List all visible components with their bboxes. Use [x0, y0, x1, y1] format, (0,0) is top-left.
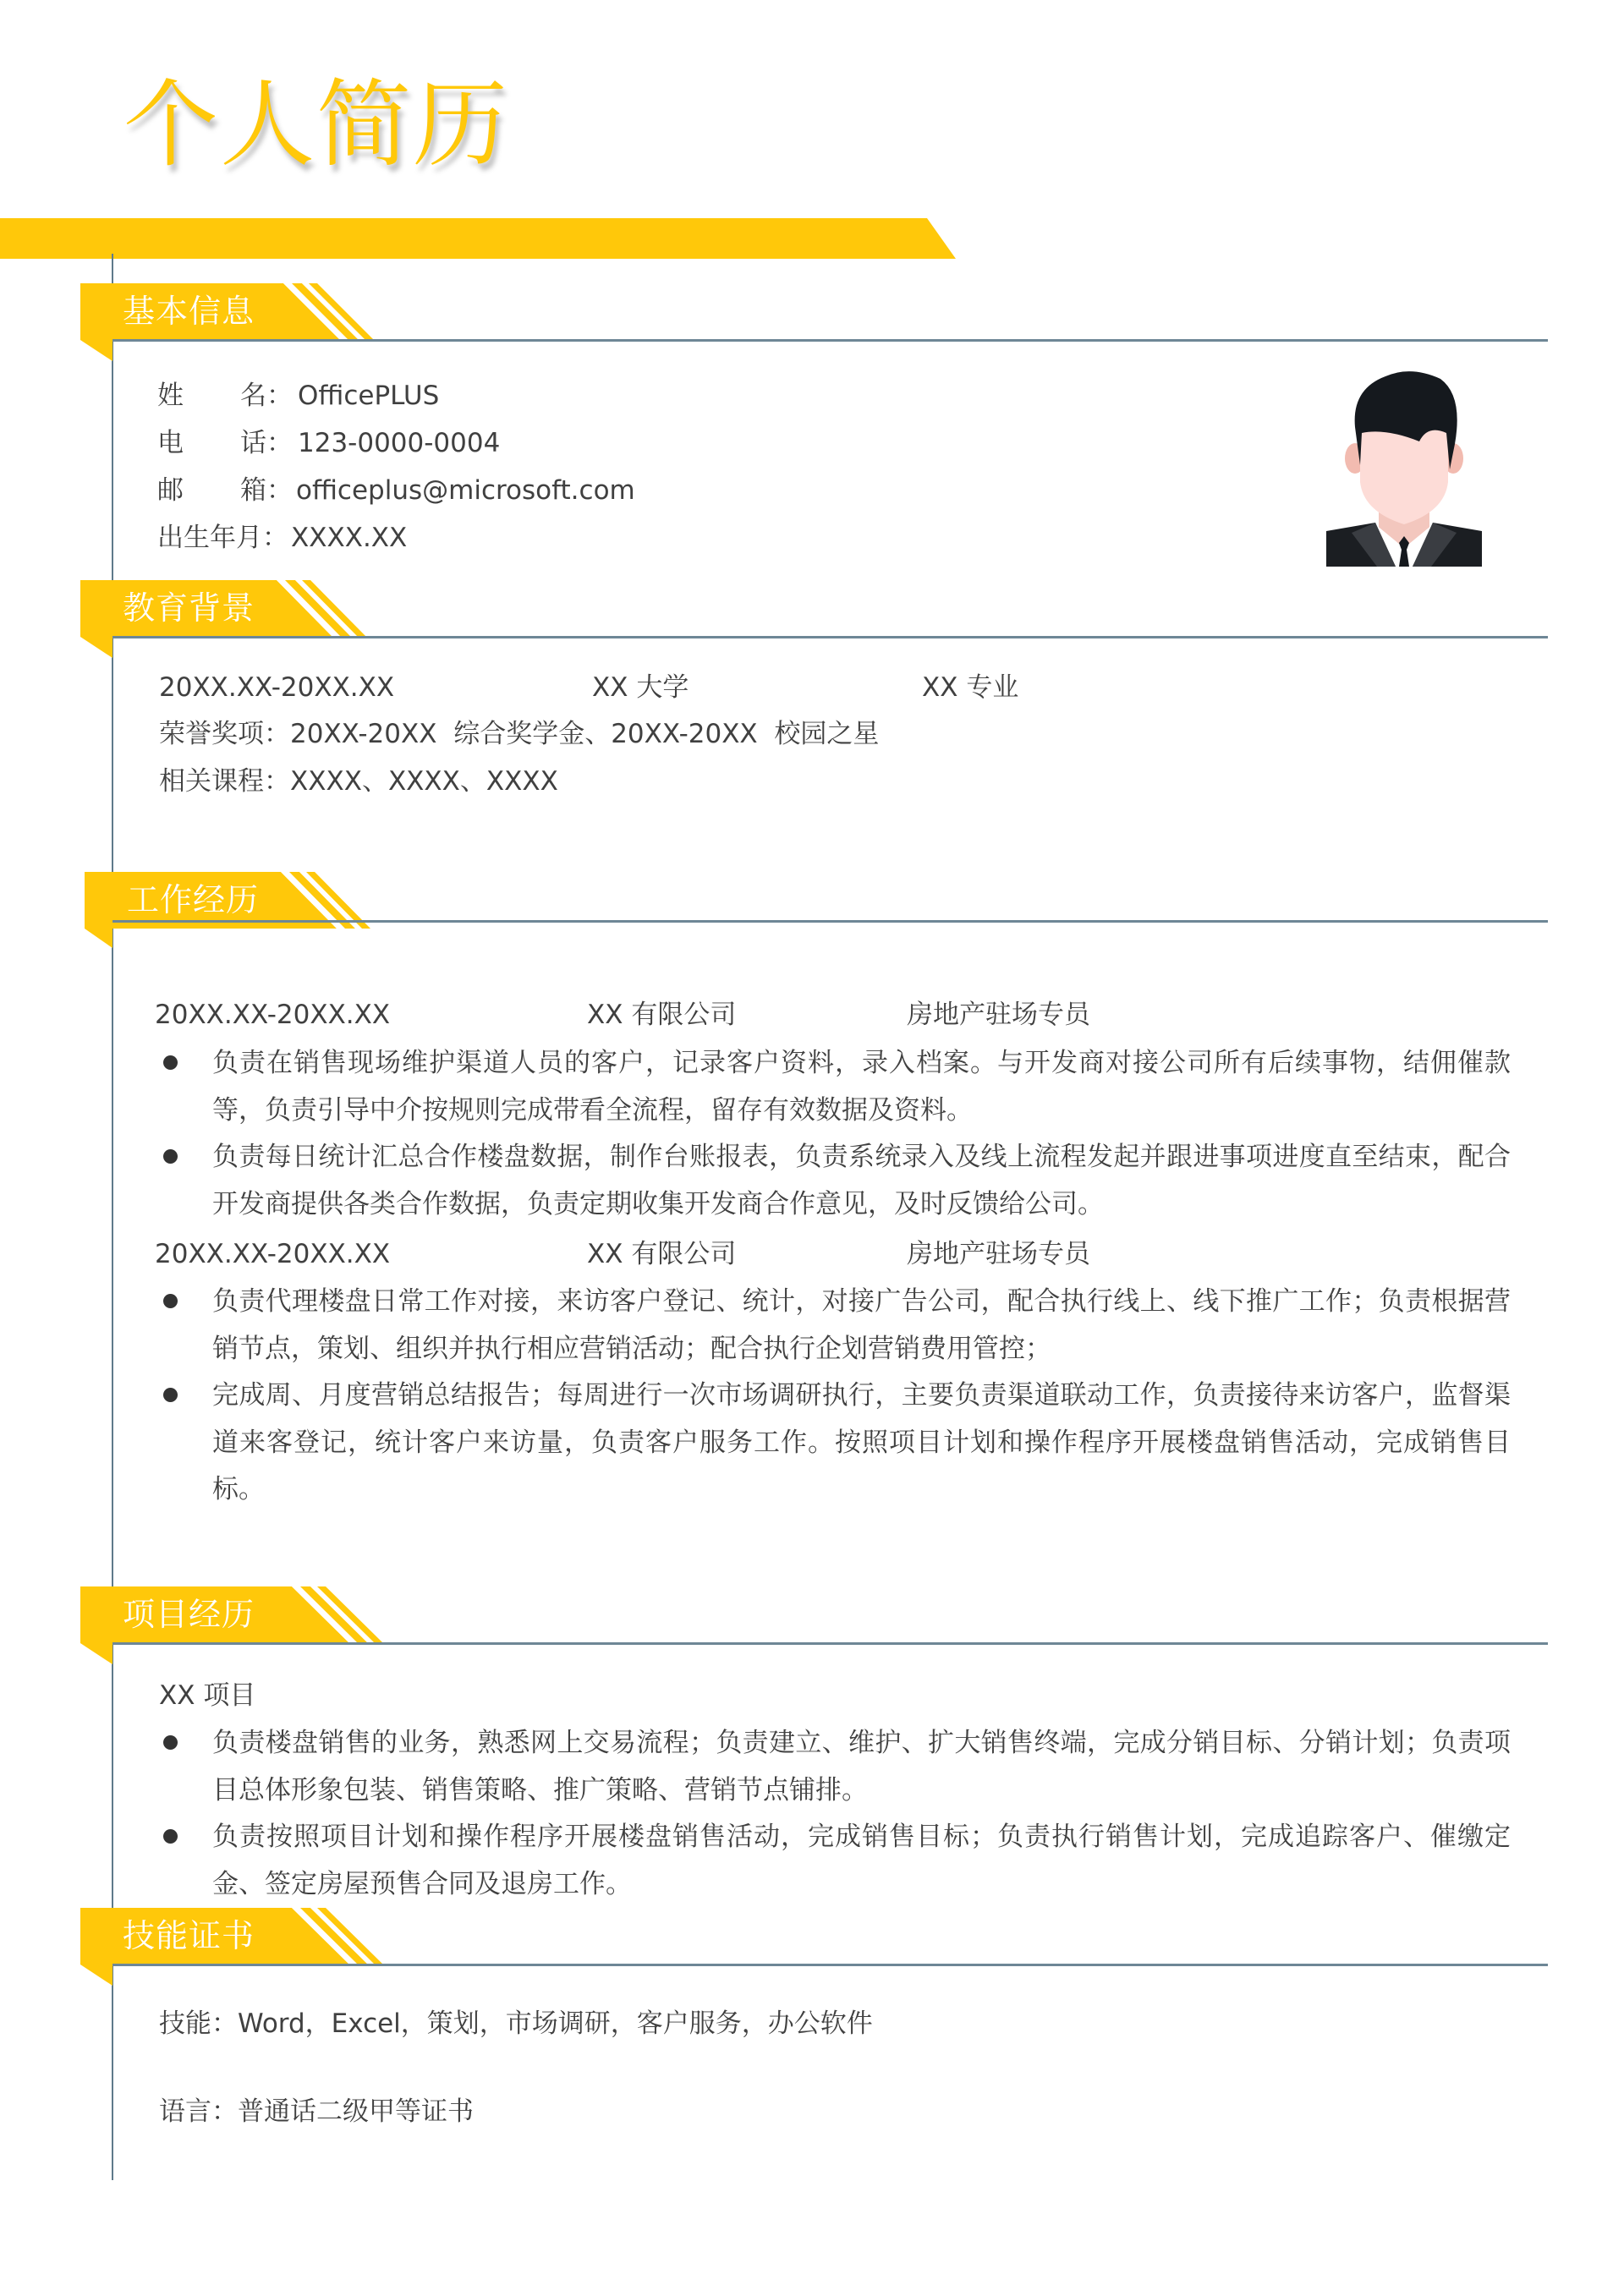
header-accent-band — [0, 218, 956, 259]
section-skills — [0, 1908, 1624, 2001]
project-bullet-item — [155, 1814, 1517, 1908]
job-company: XX 有限公司 — [587, 1000, 737, 1030]
job-period: 20XX.XX-20XX.XX — [155, 1239, 391, 1269]
section-title: 基本信息 — [123, 293, 255, 330]
field-name-label-b: 名： — [240, 381, 293, 411]
field-email-label-b: 箱： — [240, 475, 293, 506]
job-company: XX 有限公司 — [587, 1239, 737, 1269]
education-period: 20XX.XX-20XX.XX — [159, 672, 395, 703]
field-phone-label-a: 电 — [157, 428, 184, 458]
education-courses: 相关课程：XXXX、XXXX、XXXX — [159, 766, 558, 797]
job-bullet-item — [155, 1134, 1517, 1228]
section-education — [0, 580, 1624, 673]
job-bullet-item — [155, 1373, 1517, 1514]
field-birth-label: 出生年月： — [157, 523, 288, 553]
education-honors: 荣誉奖项：20XX-20XX 综合奖学金、20XX-20XX 校园之星 — [159, 719, 880, 749]
project-bullet-item — [155, 1720, 1517, 1814]
field-name-label-a: 姓 — [157, 381, 184, 411]
field-email-label-a: 邮 — [157, 475, 184, 506]
job-period: 20XX.XX-20XX.XX — [155, 1000, 391, 1030]
section-header-tab — [80, 1908, 368, 1964]
section-divider — [112, 339, 1548, 342]
bullet-icon — [163, 1388, 178, 1402]
section-title: 项目经历 — [123, 1596, 255, 1633]
section-title: 技能证书 — [123, 1917, 255, 1954]
job-position: 房地产驻场专员 — [907, 1239, 1090, 1269]
section-divider — [112, 1642, 1548, 1645]
bullet-icon — [163, 1294, 178, 1308]
field-phone-value: 123-0000-0004 — [298, 428, 501, 458]
bullet-text: 负责楼盘销售的业务，熟悉网上交易流程；负责建立、维护、扩大销售终端，完成分销目标、分销计划；负责项目总体形象包装、销售策略、推广策略、营销节点铺排。 — [212, 1728, 1511, 1806]
field-birth-value: XXXX.XX — [291, 523, 408, 553]
person-avatar-icon — [1326, 364, 1482, 567]
skills-line: 技能：Word，Excel，策划，市场调研，客户服务，办公软件 — [159, 2008, 873, 2039]
education-school: XX 大学 — [592, 672, 689, 703]
language-line: 语言：普通话二级甲等证书 — [159, 2096, 474, 2127]
section-title: 教育背景 — [123, 589, 255, 627]
job-bullet-item — [155, 1040, 1517, 1134]
bullet-icon — [163, 1149, 178, 1164]
bullet-icon — [163, 1055, 178, 1070]
vertical-rule — [112, 254, 113, 2180]
bullet-text: 负责代理楼盘日常工作对接，来访客户登记、统计，对接广告公司，配合执行线上、线下推广工作；负责根据营销节点，策划、组织并执行相应营销活动；配合执行企划营销费用管控； — [212, 1286, 1511, 1364]
section-header-tab — [80, 580, 368, 637]
section-header-tab — [80, 1586, 368, 1643]
section-header-tab — [80, 283, 368, 340]
section-divider — [112, 1964, 1548, 1966]
field-phone-label-b: 话： — [240, 428, 293, 458]
section-basic-info — [0, 283, 1624, 376]
section-divider — [112, 920, 1548, 923]
bullet-text: 负责按照项目计划和操作程序开展楼盘销售活动，完成销售目标；负责执行销售计划，完成追踪客户、催缴定金、签定房屋预售合同及退房工作。 — [212, 1822, 1511, 1899]
education-major: XX 专业 — [922, 672, 1019, 703]
field-email-value: officeplus@microsoft.com — [296, 475, 635, 506]
resume-title: 个人简历 — [123, 70, 509, 180]
bullet-text: 负责在销售现场维护渠道人员的客户，记录客户资料，录入档案。与开发商对接公司所有后续事物，结佣催款等，负责引导中介按规则完成带看全流程，留存有效数据及资料。 — [212, 1048, 1511, 1126]
bullet-icon — [163, 1829, 178, 1844]
job-position: 房地产驻场专员 — [907, 1000, 1090, 1030]
project-name: XX 项目 — [159, 1680, 256, 1711]
section-project — [0, 1586, 1624, 1680]
bullet-text: 负责每日统计汇总合作楼盘数据，制作台账报表，负责系统录入及线上流程发起并跟进事项进度直至结束，配合开发商提供各类合作数据，负责定期收集开发商合作意见，及时反馈给公司。 — [212, 1142, 1511, 1219]
bullet-icon — [163, 1735, 178, 1750]
bullet-text: 完成周、月度营销总结报告；每周进行一次市场调研执行，主要负责渠道联动工作，负责接待来访客户，监督渠道来客登记，统计客户来访量，负责客户服务工作。按照项目计划和操作程序开展楼盘销售活动，完成销售目标。 — [212, 1380, 1511, 1504]
section-work — [0, 872, 1624, 965]
job-bullet-item — [155, 1279, 1517, 1373]
field-name-value: OfficePLUS — [298, 381, 440, 411]
section-title: 工作经历 — [127, 881, 260, 918]
section-divider — [112, 636, 1548, 638]
